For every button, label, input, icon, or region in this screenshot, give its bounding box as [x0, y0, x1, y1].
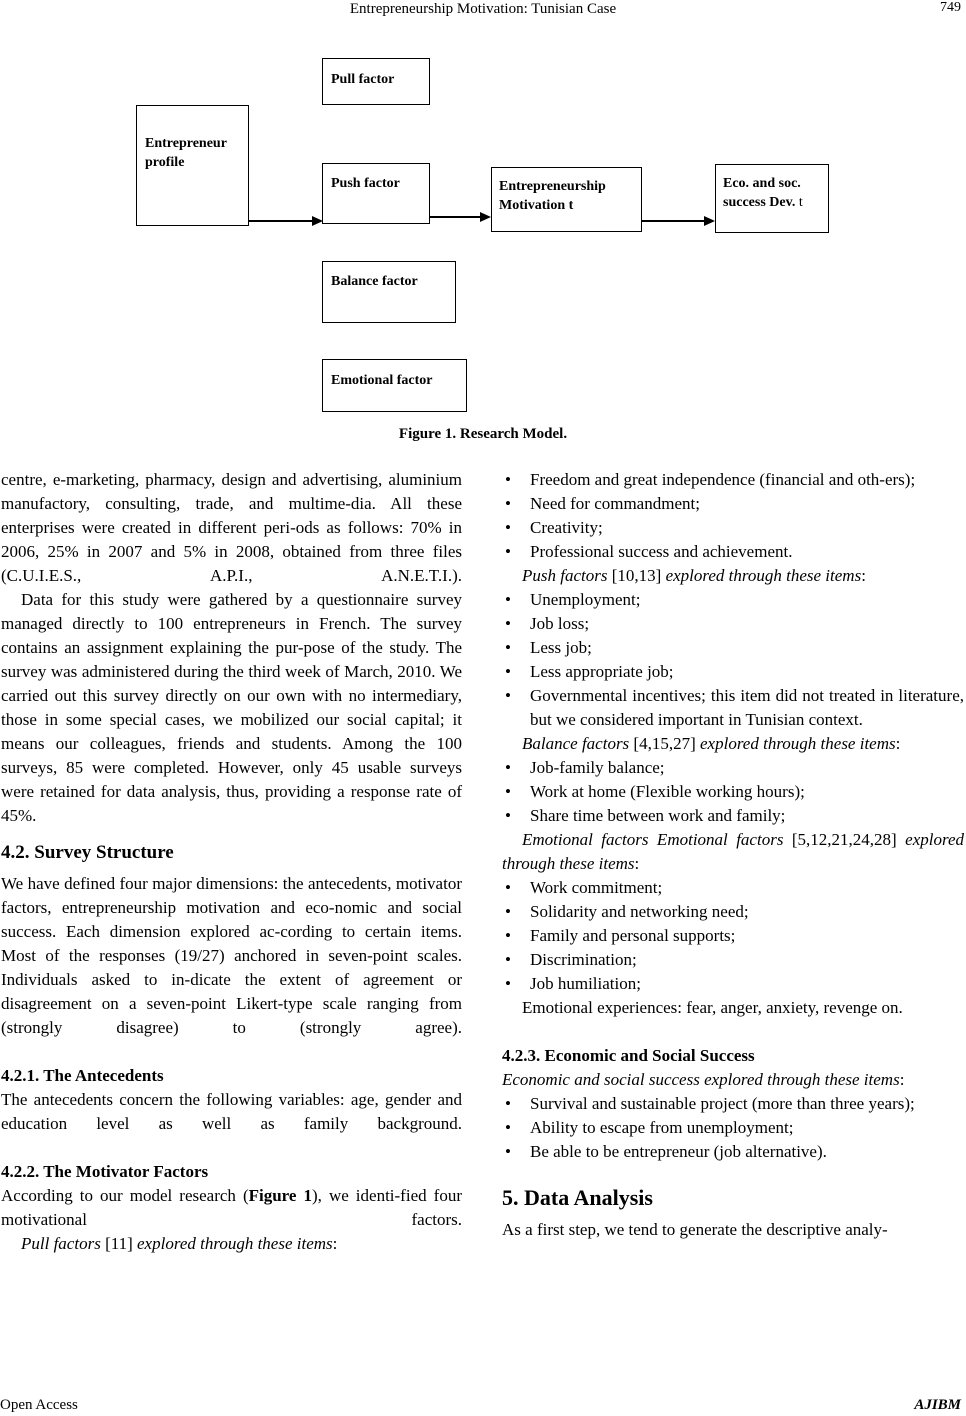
push-factor-box — [322, 163, 430, 224]
pull-items-list — [502, 468, 964, 564]
list-item: • Job-family balance; — [502, 756, 964, 780]
emotional-factor-label: Emotional factor — [331, 373, 433, 388]
paragraph-emotional-factors — [502, 828, 964, 876]
push-factors-term: Push factors — [522, 566, 608, 585]
list-item: • Need for commandment; — [502, 492, 964, 516]
paragraph-pull-factors — [1, 1232, 462, 1256]
list-item: • Less appropriate job; — [502, 660, 964, 684]
balance-factor-box — [322, 261, 456, 323]
list-item: • Share time between work and family; — [502, 804, 964, 828]
list-item: • Professional success and achievement. — [502, 540, 964, 564]
balance-factors-term: Balance factors — [522, 734, 630, 753]
emotional-experiences: Emotional experiences: fear, anger, anxiety, revenge on. — [522, 998, 903, 1017]
list-item: • Discrimination; — [502, 948, 964, 972]
list-item: • Freedom and great independence (financial and oth-ers); — [502, 468, 964, 492]
figure-reference: Figure 1 — [248, 1186, 312, 1205]
paragraph-data-analysis: As a first step, we tend to generate the descriptive analy- — [502, 1220, 888, 1239]
paragraph-survey-structure-text: We have defined four major dimensions: the antecedents, motivator factors, entrepreneurship motivation and eco-nomic and social success. Each dimension explored ac-cording to certain items. Most of the responses (19/27) anchored in seven-point scales. Individuals asked to in-dicate the extent of agreement or disagreement on a seven-point Likert-type scale ranging from (strongly disagree) to (strongly agree). — [1, 874, 462, 1037]
list-item: • Family and personal supports; — [502, 924, 964, 948]
eco-soc-success-box — [715, 164, 829, 233]
paragraph-data-collection — [1, 588, 462, 828]
economic-social-intro: Economic and social success explored through these items — [502, 1070, 900, 1089]
paragraph-survey-structure — [1, 872, 462, 1040]
footer-open-access: Open Access — [0, 1397, 78, 1413]
pull-factors-term: Pull factors — [21, 1234, 101, 1253]
list-item: • Creativity; — [502, 516, 964, 540]
eco-soc-line2: success Dev. — [723, 195, 796, 210]
list-item: • Job loss; — [502, 612, 964, 636]
list-item: • Be able to be entrepreneur (job alternative). — [502, 1140, 964, 1164]
push-factor-label: Push factor — [331, 176, 400, 191]
section-heading-4-2-3: 4.2.3. Economic and Social Success — [502, 1046, 755, 1065]
push-factors-colon: : — [861, 566, 866, 585]
balance-factors-refs: [4,15,27] — [629, 734, 700, 753]
pull-factors-refs: [11] — [100, 1234, 138, 1253]
emotional-factors-phrase: explored through these items — [502, 830, 965, 873]
section-heading-4-2-1: 4.2.1. The Antecedents — [1, 1066, 164, 1085]
eco-soc-suffix: t — [798, 195, 803, 210]
entrepreneurship-motivation-box — [491, 167, 642, 232]
motivator-text-a: According to our model research ( — [1, 1186, 249, 1205]
figure-caption: Figure 1. Research Model. — [398, 426, 568, 442]
economic-items-list — [502, 1092, 964, 1164]
paragraph-antecedents — [1, 1088, 462, 1136]
list-item: • Work commitment; — [502, 876, 964, 900]
paragraph-motivator-factors — [1, 1184, 462, 1232]
arrowhead-push-to-motivation — [480, 212, 491, 222]
arrowhead-motivation-to-success — [704, 216, 715, 226]
paragraph-push-factors — [502, 564, 964, 588]
emotional-factors-colon: : — [634, 854, 640, 873]
entrepreneur-profile-label: Entrepreneur profile — [145, 136, 227, 170]
emotional-factors-refs: [5,12,21,24,28] — [783, 830, 906, 849]
eco-soc-success-label — [723, 174, 827, 212]
paragraph-enterprises — [1, 468, 462, 588]
pull-factors-phrase: explored through these items — [137, 1234, 333, 1253]
paragraph-balance-factors — [502, 732, 964, 756]
page-number: 749 — [940, 0, 961, 15]
paragraph-economic-social — [502, 1068, 964, 1092]
list-item: • Job humiliation; — [502, 972, 964, 996]
list-item: • Work at home (Flexible working hours); — [502, 780, 964, 804]
paragraph-data-collection-text: Data for this study were gathered by a questionnaire survey managed directly to 100 entrepreneurs in French. The survey contains an assignment explaining the pur-pose of the study. The survey was administered during the third week of March, 2010. We carried out this survey directly on our own with no intermediary, those in some special cases, we mobilized our social capital; it means our colleagues, friends and students. Among the 100 surveys, 85 were completed. However, only 45 usable surveys were retained for data analysis, thus, providing a response rate of 45%. — [1, 590, 462, 825]
emotional-factors-term: Emotional factors Emotional factors — [522, 830, 784, 849]
left-column — [1, 468, 462, 1256]
balance-factors-phrase: explored through these items — [700, 734, 896, 753]
entrepreneurship-motivation-label: Entrepreneurship Motivation t — [499, 179, 606, 213]
list-item: • Solidarity and networking need; — [502, 900, 964, 924]
paragraph-antecedents-text: The antecedents concern the following variables: age, gender and education level as well as family background. — [1, 1090, 462, 1133]
emotional-factor-box — [322, 359, 467, 412]
footer-journal: AJIBM — [914, 1397, 961, 1413]
list-item: • Ability to escape from unemployment; — [502, 1116, 964, 1140]
section-heading-5: 5. Data Analysis — [502, 1185, 653, 1210]
paragraph-enterprises-text: centre, e-marketing, pharmacy, design and advertising, aluminium manufactory, consulting, trade, and multime-dia. All these enterprises were created in different peri-ods as follows: 70% in 2006, 25% in 2007 and 5% in 2008, obtained from three files (C.U.I.E.S., A.P.I., A.N.E.T.I.). — [1, 470, 462, 585]
push-items-list — [502, 588, 964, 732]
entrepreneur-profile-box — [136, 105, 249, 226]
balance-items-list — [502, 756, 964, 828]
economic-social-colon: : — [899, 1070, 905, 1089]
list-item: • Governmental incentives; this item did not treated in literature, but we considered important in Tunisian context. — [502, 684, 964, 732]
right-column — [502, 468, 964, 1242]
pull-factor-label: Pull factor — [331, 72, 395, 87]
motivator-text-b: ), we identi-fied four motivational factors. — [1, 1186, 462, 1229]
pull-factor-box — [322, 58, 430, 105]
balance-factor-label: Balance factor — [331, 274, 418, 289]
list-item: • Less job; — [502, 636, 964, 660]
running-title: Entrepreneurship Motivation: Tunisian Case — [349, 1, 617, 17]
list-item: • Unemployment; — [502, 588, 964, 612]
push-factors-refs: [10,13] — [607, 566, 666, 585]
list-item: • Survival and sustainable project (more than three years); — [502, 1092, 964, 1116]
section-heading-4-2: 4.2. Survey Structure — [1, 842, 174, 863]
emotional-items-list — [502, 876, 964, 996]
push-factors-phrase: explored through these items — [665, 566, 862, 585]
pull-factors-colon: : — [332, 1234, 338, 1253]
section-heading-4-2-2: 4.2.2. The Motivator Factors — [1, 1162, 209, 1181]
balance-factors-colon: : — [895, 734, 901, 753]
eco-soc-line1: Eco. and soc. — [723, 176, 801, 191]
